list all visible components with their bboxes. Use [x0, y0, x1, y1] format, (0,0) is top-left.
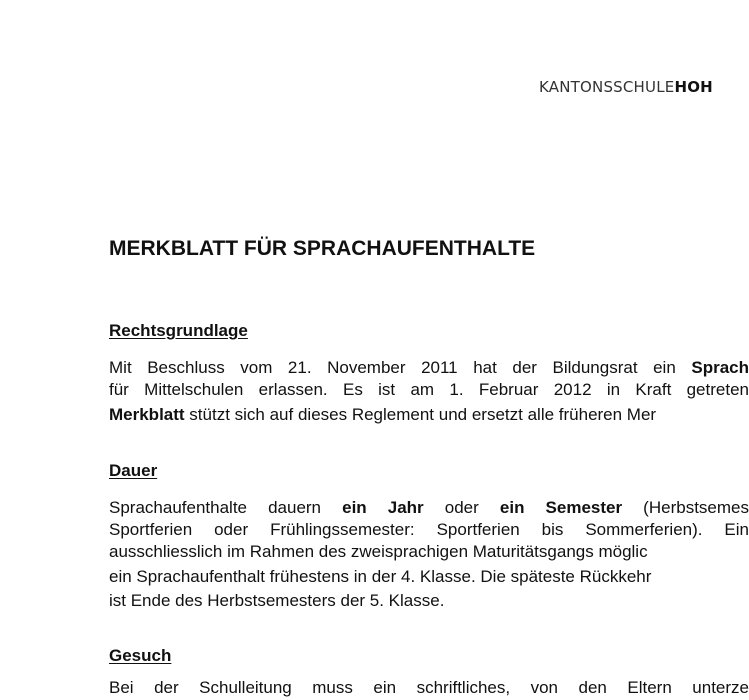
dauer-line-1	[109, 497, 749, 519]
text-run-bold: Merkblatt	[109, 405, 185, 424]
document-title: MERKBLATT FÜR SPRACHAUFENTHALTE	[109, 237, 536, 260]
section-heading-rechtsgrundlage: Rechtsgrundlage	[109, 321, 248, 340]
text-run: (Herbstsemes	[622, 498, 749, 517]
logo-bold-text: HOH	[674, 78, 713, 96]
dauer-line-2: Sportferien oder Frühlingssemester: Sportferien bis Sommerferien). Ein	[109, 520, 749, 539]
text-run-bold: ein Semester	[499, 498, 623, 517]
rechtsgrundlage-line-2: für Mittelschulen erlassen. Es ist am 1. Februar 2012 in Kraft getreten	[109, 380, 749, 399]
dauer-line-5: ist Ende des Herbstsemesters der 5. Klasse.	[109, 591, 445, 610]
dauer-line-4: ein Sprachaufenthalt frühestens in der 4. Klasse. Die späteste Rückkehr	[109, 567, 652, 586]
dauer-line-3: ausschliesslich im Rahmen des zweisprachigen Maturitätsgangs möglic	[109, 542, 648, 561]
text-run: oder	[423, 498, 500, 517]
logo-regular-text: KANTONSSCHULE	[539, 78, 675, 96]
section-heading-gesuch: Gesuch	[109, 646, 172, 665]
text-run: Sprachaufenthalte dauern	[109, 498, 343, 517]
school-logo	[539, 78, 713, 96]
rechtsgrundlage-line-3	[109, 404, 749, 426]
rechtsgrundlage-line-1	[109, 357, 749, 379]
section-heading-dauer: Dauer	[109, 461, 158, 480]
text-run-bold: ein Jahr	[342, 498, 424, 517]
text-run: stützt sich auf dieses Reglement und ersetzt alle früheren Mer	[184, 405, 657, 424]
text-run: Mit Beschluss vom 21. November 2011 hat der Bildungsrat ein	[109, 358, 692, 377]
gesuch-line-1: Bei der Schulleitung muss ein schriftliches, von den Eltern unterze	[109, 678, 749, 697]
text-run-bold: Sprach	[691, 358, 749, 377]
